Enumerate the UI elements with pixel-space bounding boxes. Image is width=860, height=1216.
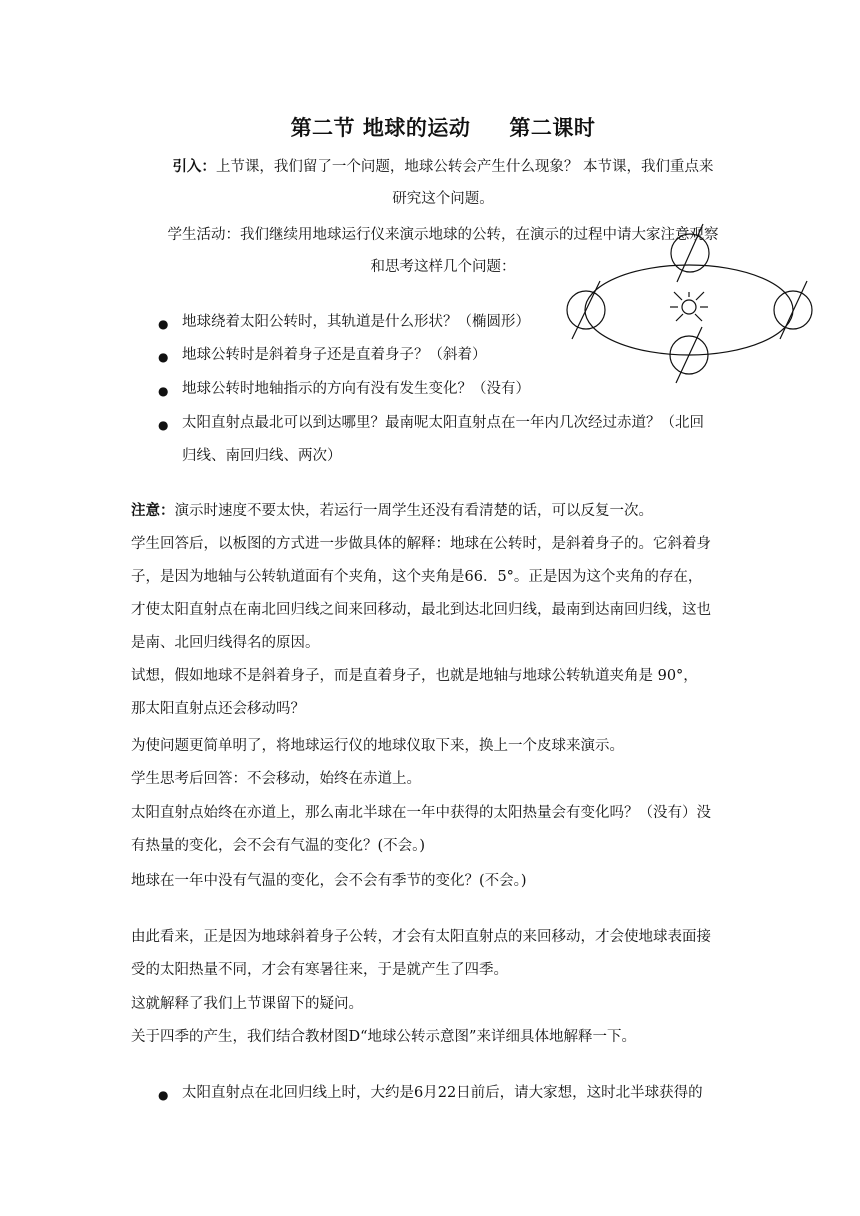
orbit-ellipse — [585, 265, 793, 355]
paragraph-line: 学生思考后回答：不会移动，始终在赤道上。 — [131, 771, 421, 787]
question-item-continued: 归线、南回归线、两次） — [182, 448, 342, 464]
paragraph-line: 试想，假如地球不是斜着身子，而是直着身子，也就是地轴与地球公转轨道夹角是 90°， — [131, 668, 698, 684]
activity-line-1: 学生活动：我们继续用地球运行仪来演示地球的公转，在演示的过程中请大家注意观察 — [167, 227, 719, 243]
bullet-icon: ● — [158, 350, 169, 364]
earth-left-icon — [567, 281, 605, 339]
activity-line-2: 和思考这样几个问题： — [370, 259, 516, 275]
paragraph-line: 才使太阳直射点在南北回归线之间来回移动，最北到达北回归线，最南到达南回归线，这也 — [131, 602, 711, 618]
bullet-icon: ● — [158, 1088, 169, 1102]
paragraph-line: 地球在一年中没有气温的变化，会不会有季节的变化？(不会。) — [131, 873, 527, 889]
paragraph-line: 子，是因为地轴与公转轨道面有个夹角，这个夹角是66．5°。正是因为这个夹角的存在， — [131, 569, 703, 585]
intro-text: 上节课，我们留了一个问题，地球公转会产生什么现象？ 本节课，我们重点来 — [215, 159, 714, 175]
conclusion-line: 关于四季的产生，我们结合教材图D“地球公转示意图”来详细具体地解释一下。 — [131, 1029, 636, 1045]
paragraph-line: 那太阳直射点还会移动吗？ — [131, 701, 305, 717]
bullet-icon: ● — [158, 418, 169, 432]
note-text: 演示时速度不要太快，若运行一周学生还没有看清楚的话，可以反复一次。 — [174, 503, 653, 519]
earth-orbit-diagram — [560, 220, 820, 385]
question-item: 太阳直射点最北可以到达哪里？最南呢太阳直射点在一年内几次经过赤道？（北回 — [182, 415, 704, 431]
earth-right-icon — [774, 281, 812, 339]
last-bullet-item: 太阳直射点在北回归线上时，大约是6月22日前后，请大家想，这时北半球获得的 — [182, 1085, 703, 1101]
paragraph-line: 太阳直射点始终在亦道上，那么南北半球在一年中获得的太阳热量会有变化吗？（没有）没 — [131, 805, 711, 821]
question-item: 地球公转时地轴指示的方向有没有发生变化？（没有） — [182, 381, 530, 397]
paragraph-line: 学生回答后，以板图的方式进一步做具体的解释：地球在公转时，是斜着身子的。它斜着身 — [131, 536, 711, 552]
earth-top-icon — [671, 224, 709, 282]
intro-label: 引入： — [172, 158, 216, 175]
conclusion-line: 这就解释了我们上节课留下的疑问。 — [131, 996, 363, 1012]
page-title: 第二节 地球的运动 第二课时 — [290, 115, 596, 140]
paragraph-line: 是南、北回归线得名的原因。 — [131, 635, 320, 651]
note-line — [131, 501, 653, 521]
intro-line-2: 研究这个问题。 — [392, 191, 494, 207]
paragraph-line: 有热量的变化，会不会有气温的变化？(不会。) — [131, 838, 426, 854]
conclusion-line: 由此看来，正是因为地球斜着身子公转，才会有太阳直射点的来回移动，才会使地球表面接 — [131, 929, 711, 945]
question-item: 地球公转时是斜着身子还是直着身子？（斜着） — [182, 347, 487, 363]
sun-icon — [670, 292, 708, 321]
bullet-icon: ● — [158, 317, 169, 331]
question-item: 地球绕着太阳公转时，其轨道是什么形状？（椭圆形） — [182, 314, 530, 330]
paragraph-line: 为使问题更简单明了，将地球运行仪的地球仪取下来，换上一个皮球来演示。 — [131, 738, 624, 754]
note-label: 注意： — [131, 502, 175, 519]
intro-line-1 — [0, 157, 860, 177]
bullet-icon: ● — [158, 384, 169, 398]
conclusion-line: 受的太阳热量不同，才会有寒暑往来，于是就产生了四季。 — [131, 962, 508, 978]
